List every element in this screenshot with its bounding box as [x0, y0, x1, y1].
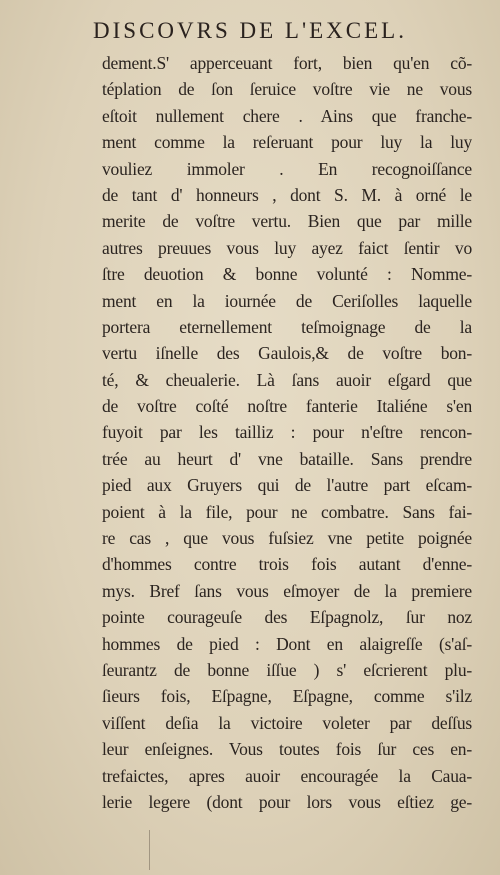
text-line: vertu iſnelle des Gaulois,& de voſtre bon-: [102, 343, 472, 364]
text-line: vouliez immoler . En recognoiſſance: [102, 158, 472, 179]
text-line: poient à la file, pour ne combatre. Sans fai-: [102, 501, 472, 522]
text-line: trée au heurt d' vne bataille. Sans prendre: [102, 448, 472, 469]
text-line: eſtoit nullement chere . Ains que franche-: [102, 105, 472, 126]
text-line: ment comme la reſeruant pour luy la luy: [102, 132, 472, 153]
text-line: té, & cheualerie. Là ſans auoir eſgard que: [102, 369, 472, 390]
text-line: leur enſeignes. Vous toutes fois ſur ces en-: [102, 739, 472, 760]
text-line: d'hommes contre trois fois autant d'enne-: [102, 554, 472, 575]
text-line: lerie legere (dont pour lors vous eſtiez ge-: [102, 791, 472, 812]
text-line: mys. Bref ſans vous eſmoyer de la premiere: [102, 580, 472, 601]
text-line: ment en la iournée de Ceriſolles laquelle: [102, 290, 472, 311]
text-line: téplation de ſon ſeruice voſtre vie ne vous: [102, 79, 472, 100]
body-text: [102, 50, 472, 815]
text-line: pointe courageuſe des Eſpagnolz, ſur noz: [102, 607, 472, 628]
text-line: ſtre deuotion & bonne volunté : Nomme-: [102, 264, 472, 285]
text-line: viſſent deſia la victoire voleter par deſſus: [102, 712, 472, 733]
running-head: DISCOVRS DE L'EXCEL.: [93, 18, 407, 43]
text-line: autres preuues vous luy ayez faict ſentir vo: [102, 237, 472, 258]
text-line: ſeurantz de bonne iſſue ) s' eſcrierent plu-: [102, 659, 472, 680]
text-line: hommes de pied : Dont en alaigreſſe (s'aſ-: [102, 633, 472, 654]
text-line: de tant d' honneurs , dont S. M. à orné le: [102, 184, 472, 205]
text-line: dement.S' apperceuant fort, bien qu'en cõ-: [102, 53, 472, 73]
text-line: re cas , que vous fuſsiez vne petite poignée: [102, 528, 472, 549]
text-line: ſieurs fois, Eſpagne, Eſpagne, comme s'ilz: [102, 686, 472, 707]
text-line: pied aux Gruyers qui de l'autre part eſcam-: [102, 475, 472, 496]
text-line: merite de voſtre vertu. Bien que par mille: [102, 211, 472, 232]
text-line: trefaictes, apres auoir encouragée la Caua-: [102, 765, 472, 786]
gutter-crease: [149, 830, 150, 870]
text-line: portera eternellement teſmoignage de la: [102, 316, 472, 337]
text-line: fuyoit par les tailliz : pour n'eſtre rencon-: [102, 422, 472, 443]
text-line: de voſtre coſté noſtre fanterie Italiéne s'en: [102, 396, 472, 417]
